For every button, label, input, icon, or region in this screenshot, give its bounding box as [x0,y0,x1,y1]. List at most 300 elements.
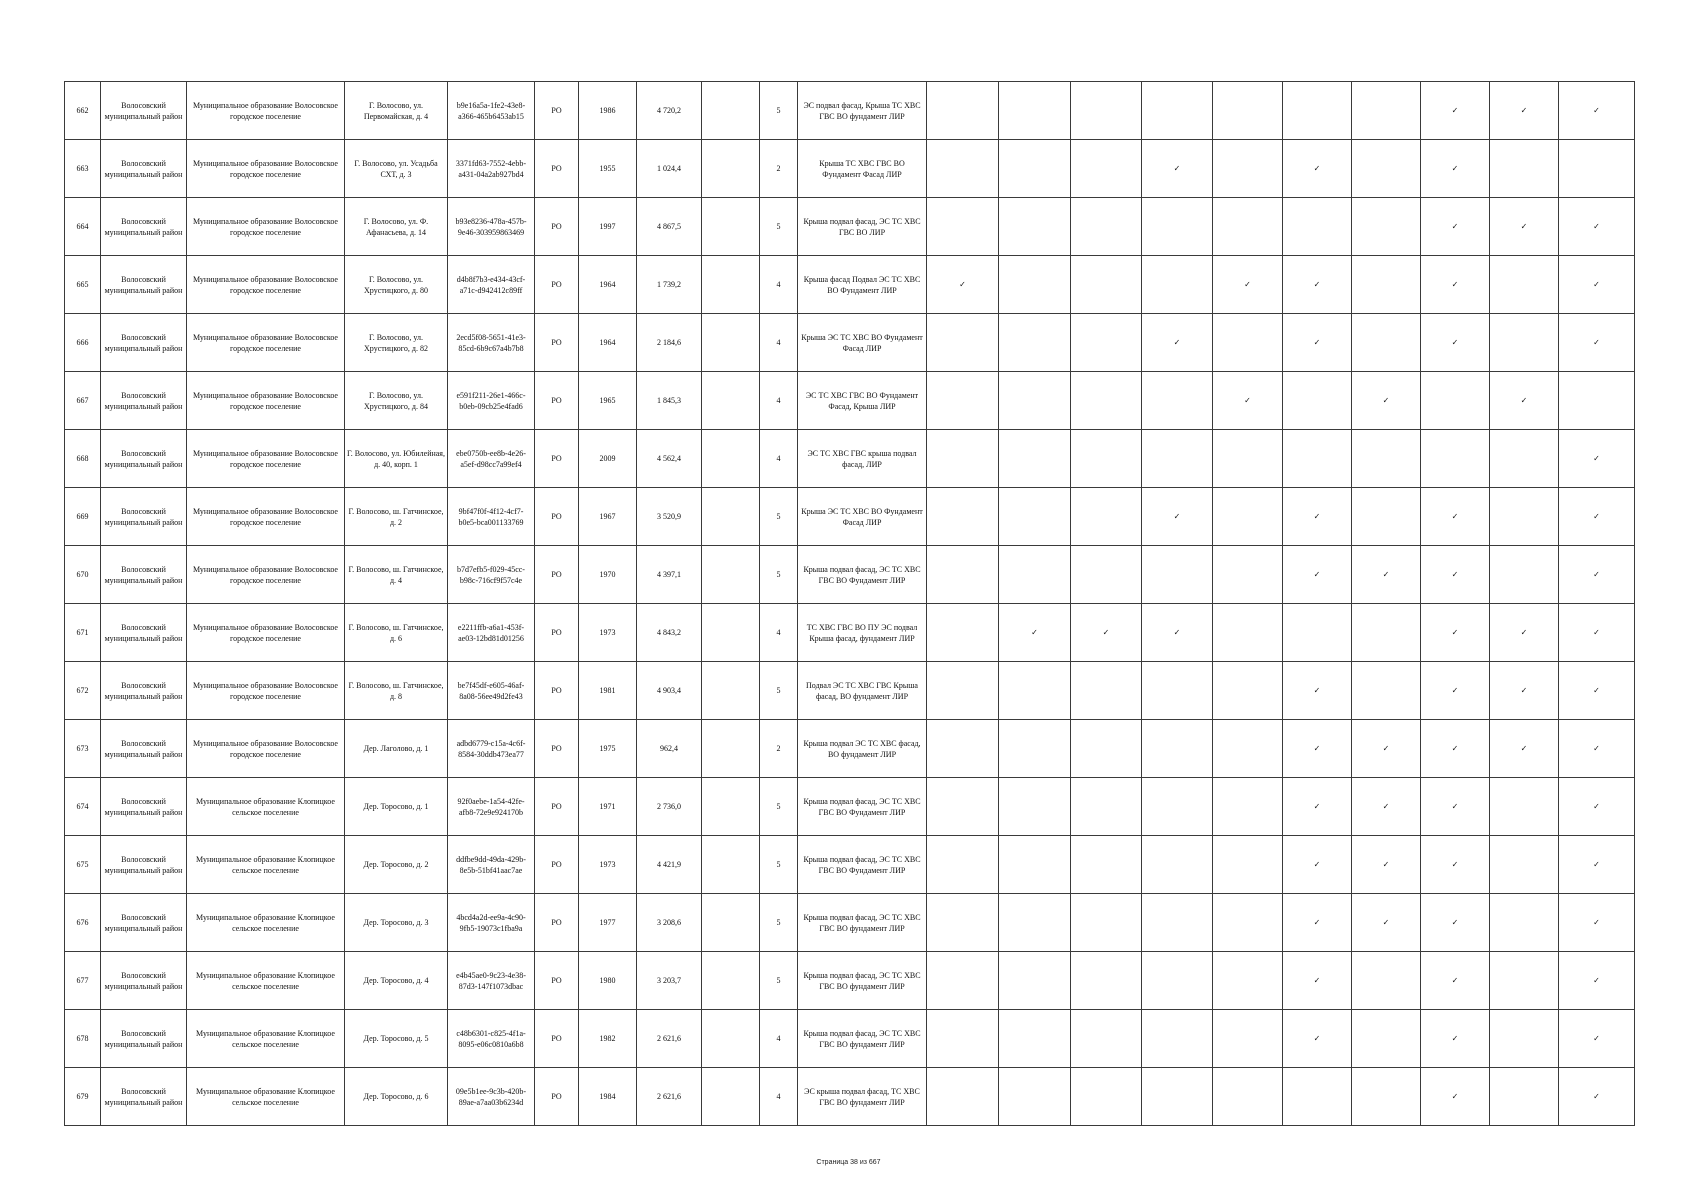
build-year-cell: 1975 [579,720,637,778]
floors-cell: 5 [760,546,798,604]
work-check-cell: ✓ [1559,662,1635,720]
district-cell: Волосовский муниципальный район [101,952,187,1010]
works-list-cell: Крыша ЭС ТС ХВС ВО Фундамент Фасад ЛИР [798,314,927,372]
area-cell: 4 867,5 [637,198,702,256]
municipality-cell: Муниципальное образование Волосовское городское поселение [187,604,345,662]
table-row [65,372,1635,430]
program-type-cell: РО [535,430,579,488]
table-body [65,82,1635,1126]
table-row [65,82,1635,140]
floors-cell: 5 [760,82,798,140]
district-cell: Волосовский муниципальный район [101,1068,187,1126]
area-cell: 4 562,4 [637,430,702,488]
works-list-cell: ЭС ТС ХВС ГВС крыша подвал фасад, ЛИР [798,430,927,488]
build-year-cell: 1997 [579,198,637,256]
empty-cell [702,1068,760,1126]
address-cell: Г. Волосово, ул. Усадьба СХТ, д. 3 [345,140,448,198]
work-check-cell [1352,604,1421,662]
program-type-cell: РО [535,488,579,546]
work-check-cell [999,836,1071,894]
work-check-cell [1490,546,1559,604]
work-check-cell [1071,662,1142,720]
municipality-cell: Муниципальное образование Клопицкое сельское поселение [187,1068,345,1126]
work-check-cell: ✓ [1421,1068,1490,1126]
work-check-cell: ✓ [1352,836,1421,894]
work-check-cell: ✓ [1559,778,1635,836]
area-cell: 4 421,9 [637,836,702,894]
floors-cell: 4 [760,314,798,372]
work-check-cell [927,488,999,546]
district-cell: Волосовский муниципальный район [101,314,187,372]
municipality-cell: Муниципальное образование Клопицкое сельское поселение [187,778,345,836]
work-check-cell [999,662,1071,720]
house-guid-cell: e2211ffb-a6a1-453f-ae03-12bd81d01256 [448,604,535,662]
work-check-cell: ✓ [1559,952,1635,1010]
work-check-cell [1213,1010,1283,1068]
empty-cell [702,778,760,836]
program-type-cell: РО [535,1010,579,1068]
address-cell: Г. Волосово, ул. Хрустицкого, д. 84 [345,372,448,430]
area-cell: 1 739,2 [637,256,702,314]
works-list-cell: Крыша подвал фасад, ЭС ТС ХВС ГВС ВО фундамент ЛИР [798,1010,927,1068]
work-check-cell [1490,1010,1559,1068]
work-check-cell [1071,1068,1142,1126]
works-list-cell: Подвал ЭС ТС ХВС ГВС Крыша фасад, ВО фундамент ЛИР [798,662,927,720]
work-check-cell [999,372,1071,430]
municipality-cell: Муниципальное образование Волосовское городское поселение [187,372,345,430]
work-check-cell: ✓ [1559,314,1635,372]
house-guid-cell: e4b45ae0-9c23-4e38-87d3-147f1073dbac [448,952,535,1010]
area-cell: 2 736,0 [637,778,702,836]
work-check-cell: ✓ [1559,546,1635,604]
address-cell: Дер. Торосово, д. 4 [345,952,448,1010]
work-check-cell [1142,894,1213,952]
table-row [65,314,1635,372]
work-check-cell: ✓ [1283,836,1352,894]
area-cell: 1 024,4 [637,140,702,198]
empty-cell [702,256,760,314]
address-cell: Дер. Торосово, д. 1 [345,778,448,836]
work-check-cell: ✓ [1213,372,1283,430]
row-number: 677 [65,952,101,1010]
work-check-cell: ✓ [1490,720,1559,778]
district-cell: Волосовский муниципальный район [101,720,187,778]
program-type-cell: РО [535,314,579,372]
table-row [65,488,1635,546]
work-check-cell [1213,662,1283,720]
build-year-cell: 1977 [579,894,637,952]
work-check-cell [1142,1068,1213,1126]
work-check-cell: ✓ [927,256,999,314]
work-check-cell [1352,314,1421,372]
floors-cell: 4 [760,256,798,314]
work-check-cell [1071,488,1142,546]
program-type-cell: РО [535,256,579,314]
work-check-cell [927,140,999,198]
house-guid-cell: 3371fd63-7552-4ebb-a431-04a2ab927bd4 [448,140,535,198]
work-check-cell [927,720,999,778]
build-year-cell: 1967 [579,488,637,546]
work-check-cell [1352,662,1421,720]
empty-cell [702,314,760,372]
works-list-cell: ЭС ТС ХВС ГВС ВО Фундамент Фасад, Крыша ЛИР [798,372,927,430]
program-type-cell: РО [535,720,579,778]
work-check-cell: ✓ [1421,952,1490,1010]
work-check-cell [1559,372,1635,430]
work-check-cell [1213,198,1283,256]
address-cell: Г. Волосово, ул. Хрустицкого, д. 80 [345,256,448,314]
work-check-cell [1142,82,1213,140]
row-number: 672 [65,662,101,720]
work-check-cell [999,546,1071,604]
area-cell: 1 845,3 [637,372,702,430]
house-guid-cell: 4bcd4a2d-ee9a-4c90-9fb5-19073c1fba9a [448,894,535,952]
work-check-cell: ✓ [1352,546,1421,604]
area-cell: 2 621,6 [637,1068,702,1126]
work-check-cell [1142,256,1213,314]
table-row [65,778,1635,836]
area-cell: 962,4 [637,720,702,778]
municipality-cell: Муниципальное образование Волосовское городское поселение [187,256,345,314]
municipality-cell: Муниципальное образование Волосовское городское поселение [187,140,345,198]
program-type-cell: РО [535,372,579,430]
work-check-cell: ✓ [1352,894,1421,952]
work-check-cell: ✓ [1283,488,1352,546]
work-check-cell [927,546,999,604]
work-check-cell: ✓ [1421,256,1490,314]
work-check-cell [999,488,1071,546]
work-check-cell [1142,720,1213,778]
address-cell: Дер. Торосово, д. 3 [345,894,448,952]
work-check-cell [1490,894,1559,952]
empty-cell [702,836,760,894]
work-check-cell [999,952,1071,1010]
work-check-cell [1352,82,1421,140]
address-cell: Г. Волосово, ш. Гатчинское, д. 2 [345,488,448,546]
row-number: 673 [65,720,101,778]
municipality-cell: Муниципальное образование Волосовское городское поселение [187,314,345,372]
work-check-cell: ✓ [1559,604,1635,662]
work-check-cell [1283,198,1352,256]
row-number: 679 [65,1068,101,1126]
work-check-cell [1142,778,1213,836]
table-row [65,140,1635,198]
program-type-cell: РО [535,952,579,1010]
work-check-cell [1213,604,1283,662]
municipality-cell: Муниципальное образование Волосовское городское поселение [187,82,345,140]
work-check-cell: ✓ [1559,836,1635,894]
work-check-cell [1352,1010,1421,1068]
program-type-cell: РО [535,82,579,140]
house-guid-cell: d4b8f7b3-e434-43cf-a71c-d942412c89ff [448,256,535,314]
build-year-cell: 1964 [579,256,637,314]
work-check-cell [1213,778,1283,836]
floors-cell: 5 [760,662,798,720]
work-check-cell: ✓ [1283,662,1352,720]
address-cell: Г. Волосово, ш. Гатчинское, д. 8 [345,662,448,720]
works-list-cell: Крыша подвал фасад, ЭС ТС ХВС ГВС ВО Фундамент ЛИР [798,778,927,836]
district-cell: Волосовский муниципальный район [101,604,187,662]
empty-cell [702,952,760,1010]
program-type-cell: РО [535,662,579,720]
floors-cell: 5 [760,952,798,1010]
district-cell: Волосовский муниципальный район [101,662,187,720]
work-check-cell [1490,314,1559,372]
works-list-cell: Крыша подвал ЭС ТС ХВС фасад, ВО фундамент ЛИР [798,720,927,778]
table-row [65,430,1635,488]
work-check-cell: ✓ [1142,604,1213,662]
works-list-cell: ЭС подвал фасад, Крыша ТС ХВС ГВС ВО фундамент ЛИР [798,82,927,140]
work-check-cell [1352,952,1421,1010]
work-check-cell: ✓ [1559,894,1635,952]
work-check-cell [1142,198,1213,256]
housing-register-table [64,81,1635,1126]
district-cell: Волосовский муниципальный район [101,430,187,488]
work-check-cell [1490,430,1559,488]
work-check-cell: ✓ [1559,720,1635,778]
program-type-cell: РО [535,894,579,952]
work-check-cell [1352,430,1421,488]
district-cell: Волосовский муниципальный район [101,778,187,836]
work-check-cell [999,82,1071,140]
work-check-cell [927,662,999,720]
work-check-cell [1213,314,1283,372]
work-check-cell [927,1010,999,1068]
floors-cell: 4 [760,604,798,662]
area-cell: 2 621,6 [637,1010,702,1068]
municipality-cell: Муниципальное образование Волосовское городское поселение [187,488,345,546]
area-cell: 4 720,2 [637,82,702,140]
build-year-cell: 1964 [579,314,637,372]
work-check-cell: ✓ [1283,720,1352,778]
table-row [65,720,1635,778]
work-check-cell: ✓ [1559,1010,1635,1068]
empty-cell [702,894,760,952]
work-check-cell [1213,546,1283,604]
work-check-cell [1213,488,1283,546]
work-check-cell: ✓ [1421,1010,1490,1068]
work-check-cell [1071,256,1142,314]
work-check-cell [927,314,999,372]
work-check-cell [1142,372,1213,430]
work-check-cell: ✓ [1421,546,1490,604]
district-cell: Волосовский муниципальный район [101,836,187,894]
work-check-cell [1071,546,1142,604]
work-check-cell [999,1010,1071,1068]
work-check-cell [1490,1068,1559,1126]
address-cell: Г. Волосово, ул. Юбилейная, д. 40, корп. 1 [345,430,448,488]
work-check-cell [927,836,999,894]
municipality-cell: Муниципальное образование Волосовское городское поселение [187,720,345,778]
work-check-cell: ✓ [1421,662,1490,720]
district-cell: Волосовский муниципальный район [101,372,187,430]
work-check-cell [1213,82,1283,140]
row-number: 668 [65,430,101,488]
work-check-cell [1213,430,1283,488]
row-number: 663 [65,140,101,198]
house-guid-cell: e591f211-26e1-466c-b0eb-09cb25e4fad6 [448,372,535,430]
work-check-cell [999,198,1071,256]
municipality-cell: Муниципальное образование Волосовское городское поселение [187,430,345,488]
build-year-cell: 1980 [579,952,637,1010]
work-check-cell [1421,372,1490,430]
municipality-cell: Муниципальное образование Волосовское городское поселение [187,546,345,604]
house-guid-cell: ebe0750b-ee8b-4e26-a5ef-d98cc7a99ef4 [448,430,535,488]
work-check-cell [927,1068,999,1126]
row-number: 674 [65,778,101,836]
empty-cell [702,488,760,546]
empty-cell [702,198,760,256]
table-row [65,662,1635,720]
work-check-cell: ✓ [1421,488,1490,546]
work-check-cell [1490,256,1559,314]
work-check-cell [927,82,999,140]
work-check-cell: ✓ [1490,372,1559,430]
work-check-cell [927,430,999,488]
work-check-cell [927,372,999,430]
build-year-cell: 1973 [579,836,637,894]
row-number: 676 [65,894,101,952]
work-check-cell: ✓ [1490,82,1559,140]
works-list-cell: Крыша подвал фасад, ЭС ТС ХВС ГВС ВО ЛИР [798,198,927,256]
table-row [65,256,1635,314]
address-cell: Г. Волосово, ш. Гатчинское, д. 6 [345,604,448,662]
build-year-cell: 2009 [579,430,637,488]
municipality-cell: Муниципальное образование Волосовское городское поселение [187,198,345,256]
build-year-cell: 1973 [579,604,637,662]
build-year-cell: 1955 [579,140,637,198]
area-cell: 2 184,6 [637,314,702,372]
floors-cell: 4 [760,1068,798,1126]
table-row [65,952,1635,1010]
work-check-cell: ✓ [999,604,1071,662]
empty-cell [702,720,760,778]
work-check-cell [1213,836,1283,894]
work-check-cell: ✓ [1283,778,1352,836]
work-check-cell [1352,256,1421,314]
work-check-cell: ✓ [1352,720,1421,778]
floors-cell: 5 [760,778,798,836]
work-check-cell [1352,488,1421,546]
work-check-cell [1213,952,1283,1010]
work-check-cell [999,1068,1071,1126]
work-check-cell: ✓ [1559,198,1635,256]
work-check-cell [1071,430,1142,488]
program-type-cell: РО [535,604,579,662]
work-check-cell [999,256,1071,314]
work-check-cell [1352,1068,1421,1126]
house-guid-cell: b9e16a5a-1fe2-43e8-a366-465b6453ab15 [448,82,535,140]
works-list-cell: Крыша фасад Подвал ЭС ТС ХВС ВО Фундамент ЛИР [798,256,927,314]
build-year-cell: 1986 [579,82,637,140]
row-number: 665 [65,256,101,314]
works-list-cell: Крыша ТС ХВС ГВС ВО Фундамент Фасад ЛИР [798,140,927,198]
row-number: 662 [65,82,101,140]
build-year-cell: 1984 [579,1068,637,1126]
work-check-cell: ✓ [1421,778,1490,836]
floors-cell: 4 [760,1010,798,1068]
work-check-cell [1490,836,1559,894]
work-check-cell [1352,140,1421,198]
page-number: Страница 38 из 667 [816,1159,881,1166]
work-check-cell [1283,82,1352,140]
build-year-cell: 1971 [579,778,637,836]
empty-cell [702,82,760,140]
table-row [65,1068,1635,1126]
work-check-cell [1071,82,1142,140]
area-cell: 4 843,2 [637,604,702,662]
row-number: 667 [65,372,101,430]
work-check-cell [1071,894,1142,952]
house-guid-cell: adbd6779-c15a-4c6f-8584-30ddb473ea77 [448,720,535,778]
empty-cell [702,372,760,430]
row-number: 678 [65,1010,101,1068]
work-check-cell [1071,140,1142,198]
floors-cell: 4 [760,430,798,488]
work-check-cell [1490,488,1559,546]
address-cell: Г. Волосово, ул. Хрустицкого, д. 82 [345,314,448,372]
work-check-cell: ✓ [1071,604,1142,662]
work-check-cell [1142,546,1213,604]
work-check-cell [1142,1010,1213,1068]
area-cell: 4 903,4 [637,662,702,720]
work-check-cell: ✓ [1352,372,1421,430]
work-check-cell: ✓ [1283,894,1352,952]
build-year-cell: 1970 [579,546,637,604]
work-check-cell: ✓ [1283,314,1352,372]
program-type-cell: РО [535,140,579,198]
work-check-cell [927,198,999,256]
floors-cell: 5 [760,894,798,952]
work-check-cell: ✓ [1490,198,1559,256]
address-cell: Г. Волосово, ш. Гатчинское, д. 4 [345,546,448,604]
work-check-cell [1142,662,1213,720]
area-cell: 3 208,6 [637,894,702,952]
district-cell: Волосовский муниципальный район [101,140,187,198]
work-check-cell [999,430,1071,488]
district-cell: Волосовский муниципальный район [101,198,187,256]
work-check-cell: ✓ [1421,836,1490,894]
municipality-cell: Муниципальное образование Клопицкое сельское поселение [187,836,345,894]
work-check-cell: ✓ [1421,140,1490,198]
district-cell: Волосовский муниципальный район [101,256,187,314]
work-check-cell [1283,372,1352,430]
address-cell: Дер. Торосово, д. 5 [345,1010,448,1068]
table-row [65,604,1635,662]
work-check-cell [1071,836,1142,894]
work-check-cell [1071,952,1142,1010]
work-check-cell [1071,720,1142,778]
work-check-cell [999,720,1071,778]
address-cell: Дер. Лаголово, д. 1 [345,720,448,778]
work-check-cell: ✓ [1421,604,1490,662]
house-guid-cell: 92f0aebe-1a54-42fe-afb8-72e9e924170b [448,778,535,836]
work-check-cell: ✓ [1559,488,1635,546]
works-list-cell: ТС ХВС ГВС ВО ПУ ЭС подвал Крыша фасад, фундамент ЛИР [798,604,927,662]
work-check-cell [1421,430,1490,488]
floors-cell: 5 [760,836,798,894]
program-type-cell: РО [535,836,579,894]
house-guid-cell: ddfbe9dd-49da-429b-8e5b-51bf41aac7ae [448,836,535,894]
work-check-cell [1490,952,1559,1010]
works-list-cell: Крыша подвал фасад, ЭС ТС ХВС ГВС ВО фундамент ЛИР [798,952,927,1010]
work-check-cell: ✓ [1283,546,1352,604]
work-check-cell: ✓ [1142,488,1213,546]
build-year-cell: 1981 [579,662,637,720]
work-check-cell: ✓ [1559,82,1635,140]
work-check-cell [1142,952,1213,1010]
house-guid-cell: 2ecd5f08-5651-41e3-85cd-6b9c67a4b7b8 [448,314,535,372]
